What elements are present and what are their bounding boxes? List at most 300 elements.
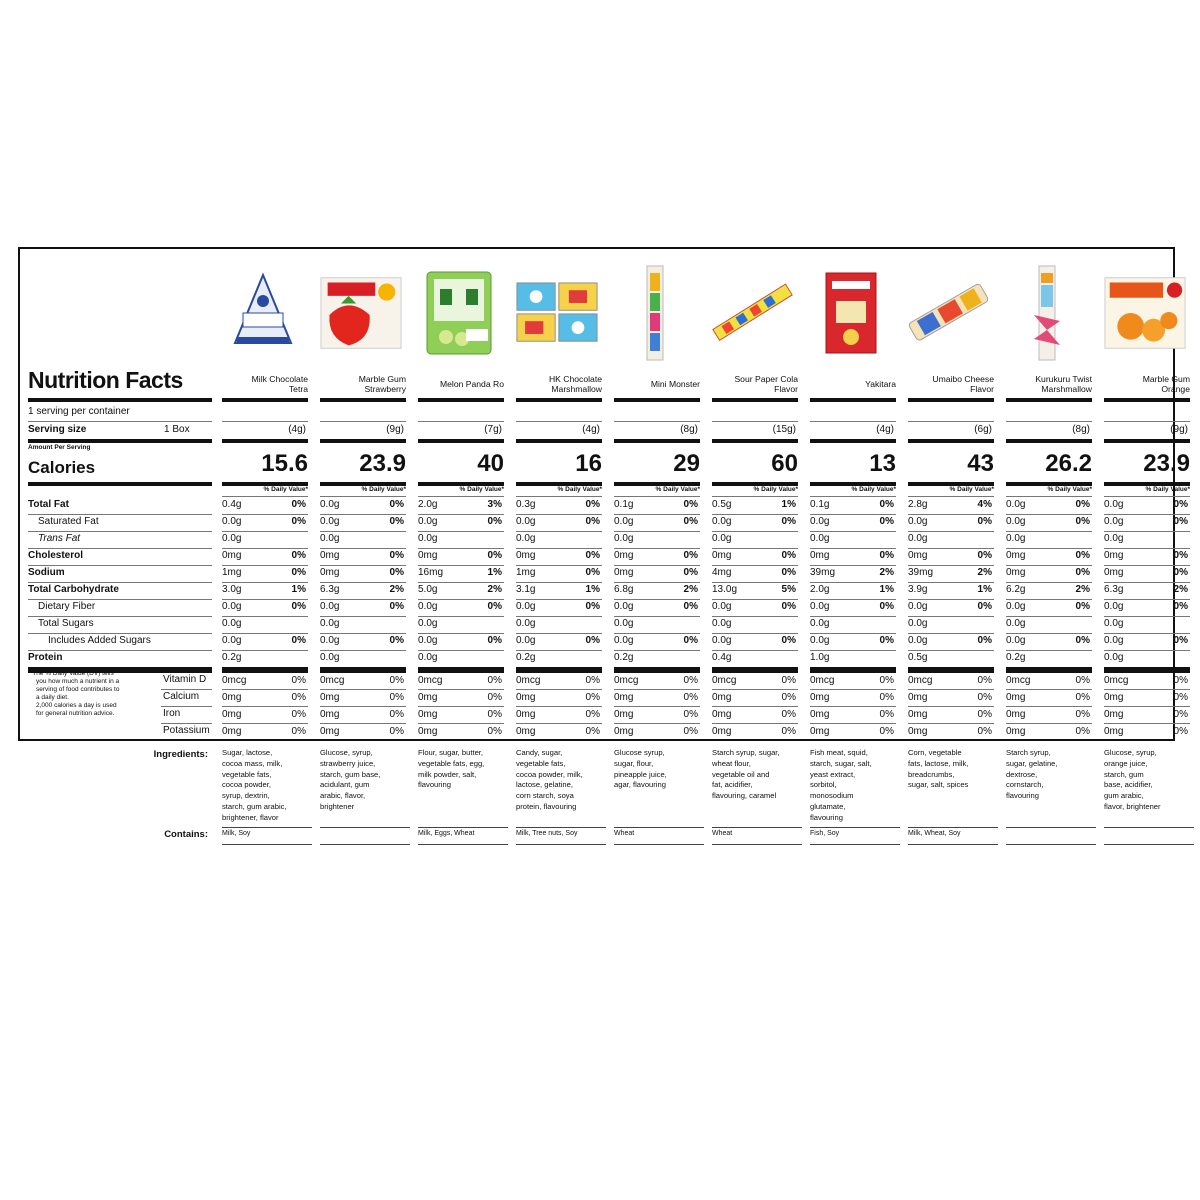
nutrient-amount: 13.0g (712, 584, 738, 595)
serving-size-value: (6g) (974, 424, 992, 435)
vitamin-daily-value: 0% (1075, 692, 1090, 703)
nutrient-cell (810, 497, 896, 513)
potassium-label: Potassium (163, 725, 210, 736)
daily-value-header: % Daily Value* (557, 486, 602, 493)
vitamin-cell (810, 673, 896, 689)
nutrient-daily-value: 0% (683, 635, 698, 646)
nutrient-cell (418, 616, 504, 632)
nutrient-daily-value: 0% (683, 499, 698, 510)
divider (712, 421, 798, 422)
nutrient-cell (1006, 565, 1092, 581)
nutrient-amount: 39mg (908, 567, 934, 578)
vitamin-daily-value: 0% (977, 726, 992, 737)
product-name-line: Sour Paper Cola (734, 373, 798, 384)
contains-text: Milk, Tree nuts, Soy (516, 830, 578, 837)
protein-label: Protein (28, 652, 63, 663)
vitamin-cell (1006, 690, 1092, 706)
vitamin-amount: 0mg (712, 726, 732, 737)
nutrient-cell (418, 565, 504, 581)
divider (1006, 439, 1092, 443)
nutrient-daily-value: 0% (977, 601, 992, 612)
nutrient-daily-value: 0% (781, 635, 796, 646)
ingredients-line: glutamate, (810, 801, 846, 811)
nutrient-cell (320, 565, 406, 581)
vitamin-daily-value: 0% (585, 726, 600, 737)
divider (712, 398, 798, 402)
product-columns (216, 249, 1190, 739)
ingredients-line: fats, lactose, milk, (908, 758, 969, 768)
nutrient-daily-value: 0% (389, 516, 404, 527)
nutrient-daily-value: 0% (389, 550, 404, 561)
nutrient-daily-value: 0% (291, 499, 306, 510)
nutrient-cell (810, 599, 896, 615)
nutrient-amount: 0.0g (320, 533, 340, 544)
ingredients-line: flavor, brightener (1104, 801, 1161, 811)
nutrient-amount: 0.2g (614, 652, 634, 663)
product-name-line: Flavor (774, 384, 798, 394)
nutrient-daily-value: 0% (487, 550, 502, 561)
vitamin-daily-value: 0% (389, 726, 404, 737)
daily-value-header: % Daily Value* (851, 486, 896, 493)
serving-size-label: Serving size (28, 424, 87, 435)
nutrient-amount: 0.0g (1104, 618, 1124, 629)
product-name-line: Milk Chocolate (251, 373, 308, 384)
divider (810, 421, 896, 422)
product-column (216, 249, 314, 739)
nutrient-amount: 0.0g (418, 516, 438, 527)
nutrient-amount: 0mg (418, 550, 438, 561)
nutrient-cell (614, 565, 700, 581)
nutrient-cell (418, 531, 504, 547)
nutrient-daily-value: 0% (879, 516, 894, 527)
nutrient-daily-value: 2% (389, 584, 404, 595)
nutrient-amount: 0.0g (1006, 533, 1026, 544)
divider (516, 421, 602, 422)
calories-value: 23.9 (359, 450, 406, 477)
nutrient-daily-value: 0% (781, 567, 796, 578)
vitamin-daily-value: 0% (487, 692, 502, 703)
nutrient-amount: 0.0g (222, 618, 242, 629)
vitamin-daily-value: 0% (291, 675, 306, 686)
nutrient-amount: 0mg (320, 550, 340, 561)
vitamin-daily-value: 0% (781, 692, 796, 703)
product-image (712, 261, 794, 365)
nutrient-amount: 0.0g (810, 618, 830, 629)
nutrient-amount: 0.0g (712, 533, 732, 544)
nutrient-cell (320, 531, 406, 547)
ingredients-line: flavouring (1006, 791, 1039, 801)
ingredients-line: arabic, flavor, (320, 791, 366, 801)
ingredients-text (614, 748, 702, 791)
calories-value: 15.6 (261, 450, 308, 477)
vitamin-daily-value: 0% (389, 692, 404, 703)
product-name (1104, 371, 1190, 397)
nutrient-amount: 0.0g (320, 516, 340, 527)
nutrient-amount: 0.0g (614, 533, 634, 544)
vitamin-cell (908, 690, 994, 706)
nutrient-cell (1006, 599, 1092, 615)
nutrient-amount: 6.3g (1104, 584, 1124, 595)
nutrient-daily-value: 0% (389, 499, 404, 510)
ingredients-text (1104, 748, 1192, 813)
nutrient-amount: 0.0g (1006, 635, 1026, 646)
nutrient-amount: 0.2g (222, 652, 242, 663)
product-name (712, 371, 798, 397)
divider (1006, 844, 1096, 845)
nutrient-amount: 0mg (222, 550, 242, 561)
ingredients-line: cocoa mass, milk, (222, 758, 283, 768)
product-name-line: Mini Monster (650, 378, 700, 389)
ingredients-line: agar, flavouring (614, 780, 666, 790)
product-image (222, 261, 304, 365)
divider (614, 439, 700, 443)
nutrient-daily-value: 1% (781, 499, 796, 510)
nutrient-daily-value: 0% (291, 635, 306, 646)
ingredients-line: acidulant, gum (320, 780, 370, 790)
ingredients-line: vegetable fats, egg, (418, 758, 485, 768)
daily-value-header: % Daily Value* (459, 486, 504, 493)
vitamin-amount: 0mg (908, 709, 928, 720)
vitamin-amount: 0mcg (712, 675, 737, 686)
nutrient-cell (1104, 633, 1190, 649)
vitamin-d-label: Vitamin D (163, 674, 207, 685)
divider (320, 398, 406, 402)
vitamin-amount: 0mg (320, 726, 340, 737)
nutrient-daily-value: 0% (389, 601, 404, 612)
vitamin-cell (516, 673, 602, 689)
nutrient-amount: 1mg (222, 567, 242, 578)
daily-value-header: % Daily Value* (1145, 486, 1190, 493)
ingredients-text (1006, 748, 1094, 802)
serving-size-value: (8g) (1072, 424, 1090, 435)
divider (28, 398, 212, 402)
divider (614, 827, 704, 828)
nutrient-amount: 0.3g (516, 499, 536, 510)
product-name (908, 371, 994, 397)
vitamin-cell (712, 724, 798, 740)
vitamin-cell (1104, 690, 1190, 706)
serving-size-value: (7g) (484, 424, 502, 435)
nutrient-amount: 0.0g (320, 652, 340, 663)
vitamin-amount: 0mcg (1006, 675, 1031, 686)
nutrient-amount: 0.0g (222, 601, 242, 612)
vitamin-amount: 0mg (516, 726, 536, 737)
nutrient-amount: 0.0g (614, 635, 634, 646)
daily-value-header: % Daily Value* (263, 486, 308, 493)
product-column (314, 249, 412, 739)
ingredients-line: flavouring, caramel (712, 791, 777, 801)
nutrient-daily-value: 1% (977, 584, 992, 595)
dietary-fiber-label: Dietary Fiber (38, 601, 96, 612)
nutrient-daily-value: 0% (291, 516, 306, 527)
nutrient-cell (1006, 582, 1092, 598)
total-carbohydrate-label: Total Carbohydrate (28, 584, 119, 595)
nutrient-cell (712, 582, 798, 598)
nutrient-amount: 0.0g (1006, 601, 1026, 612)
divider (908, 844, 998, 845)
calories-value: 40 (477, 450, 504, 477)
nutrient-cell (908, 599, 994, 615)
nutrient-daily-value: 0% (1173, 499, 1188, 510)
nutrient-cell (418, 514, 504, 530)
ingredients-text (908, 748, 996, 791)
divider (320, 827, 410, 828)
nutrient-cell (810, 514, 896, 530)
vitamin-amount: 0mg (810, 726, 830, 737)
ingredients-text (320, 748, 408, 813)
nutrient-cell (1104, 548, 1190, 564)
vitamin-cell (1006, 724, 1092, 740)
product-column (804, 249, 902, 739)
vitamin-cell (614, 707, 700, 723)
divider (516, 844, 606, 845)
calories-value: 26.2 (1045, 450, 1092, 477)
nutrient-daily-value: 2% (1075, 584, 1090, 595)
nutrient-amount: 0.0g (712, 601, 732, 612)
daily-value-header: % Daily Value* (753, 486, 798, 493)
vitamin-daily-value: 0% (879, 692, 894, 703)
nutrient-cell (810, 582, 896, 598)
nutrient-daily-value: 0% (1173, 550, 1188, 561)
vitamin-daily-value: 0% (487, 709, 502, 720)
vitamin-daily-value: 0% (1173, 709, 1188, 720)
nutrient-daily-value: 2% (1173, 584, 1188, 595)
vitamin-amount: 0mg (222, 692, 242, 703)
nutrient-amount: 0.4g (222, 499, 242, 510)
vitamin-amount: 0mg (320, 709, 340, 720)
nutrient-cell (1006, 616, 1092, 632)
nutrient-amount: 3.1g (516, 584, 536, 595)
nutrient-amount: 0mg (712, 550, 732, 561)
nutrient-amount: 1.0g (810, 652, 830, 663)
ingredients-line: Candy, sugar, (516, 748, 563, 757)
vitamin-cell (222, 724, 308, 740)
vitamin-cell (712, 690, 798, 706)
vitamin-daily-value: 0% (487, 675, 502, 686)
vitamin-amount: 0mg (712, 692, 732, 703)
nutrient-cell (614, 497, 700, 513)
product-column (902, 249, 1000, 739)
nutrient-daily-value: 0% (977, 516, 992, 527)
divider (1006, 398, 1092, 402)
nutrient-daily-value: 2% (977, 567, 992, 578)
nutrient-daily-value: 5% (781, 584, 796, 595)
vitamin-daily-value: 0% (879, 709, 894, 720)
nutrient-amount: 0.0g (418, 635, 438, 646)
divider (418, 844, 508, 845)
nutrient-cell (320, 616, 406, 632)
nutrient-cell (320, 514, 406, 530)
product-column (510, 249, 608, 739)
nutrient-amount: 0.0g (810, 516, 830, 527)
nutrient-amount: 0.0g (1006, 618, 1026, 629)
nutrient-amount: 0.0g (614, 618, 634, 629)
vitamin-amount: 0mcg (614, 675, 639, 686)
nutrient-cell (222, 650, 308, 666)
vitamin-amount: 0mcg (320, 675, 345, 686)
nutrient-amount: 0.0g (810, 533, 830, 544)
nutrient-daily-value: 0% (781, 516, 796, 527)
vitamin-daily-value: 0% (585, 692, 600, 703)
nutrient-cell (320, 633, 406, 649)
serving-size-value: (4g) (288, 424, 306, 435)
nutrient-cell (712, 650, 798, 666)
nutrient-daily-value: 0% (585, 550, 600, 561)
nutrient-daily-value: 0% (1173, 516, 1188, 527)
vitamin-amount: 0mcg (516, 675, 541, 686)
nutrient-amount: 0.0g (222, 635, 242, 646)
vitamin-daily-value: 0% (1075, 675, 1090, 686)
vitamin-cell (516, 707, 602, 723)
nutrient-cell (516, 582, 602, 598)
nutrient-amount: 0.0g (320, 618, 340, 629)
vitamin-amount: 0mcg (1104, 675, 1129, 686)
ingredients-line: cocoa powder, (222, 780, 271, 790)
divider (614, 844, 704, 845)
nutrient-amount: 0.0g (1006, 499, 1026, 510)
vitamin-daily-value: 0% (1173, 726, 1188, 737)
ingredients-text (418, 748, 506, 791)
nutrient-amount: 4mg (712, 567, 732, 578)
nutrient-daily-value: 0% (585, 516, 600, 527)
ingredients-line: starch, gum arabic, (222, 801, 287, 811)
ingredients-line: brightener, flavor (222, 812, 279, 822)
product-image (516, 261, 598, 365)
divider (320, 844, 410, 845)
vitamin-daily-value: 0% (389, 709, 404, 720)
total-sugars-label: Total Sugars (38, 618, 94, 629)
nutrient-daily-value: 0% (1075, 601, 1090, 612)
vitamin-cell (908, 673, 994, 689)
nutrient-daily-value: 0% (585, 499, 600, 510)
ingredients-line: Glucose, syrup, (1104, 748, 1157, 757)
nutrient-cell (614, 531, 700, 547)
product-name-line: Marble Gum (358, 373, 406, 384)
vitamin-amount: 0mg (908, 726, 928, 737)
vitamin-cell (1104, 707, 1190, 723)
nutrient-amount: 0.0g (516, 618, 536, 629)
product-name-line: Yakitara (865, 378, 896, 389)
nutrient-cell (908, 565, 994, 581)
nutrient-amount: 6.8g (614, 584, 634, 595)
nutrient-cell (712, 514, 798, 530)
nutrient-cell (1104, 514, 1190, 530)
divider (418, 439, 504, 443)
ingredients-line: Flour, sugar, butter, (418, 748, 484, 757)
vitamin-cell (614, 673, 700, 689)
divider (908, 398, 994, 402)
ingredients-line: Glucose syrup, (614, 748, 665, 757)
ingredients-line: starch, gum (1104, 769, 1144, 779)
divider (1104, 398, 1190, 402)
vitamin-amount: 0mg (908, 692, 928, 703)
nutrient-cell (712, 633, 798, 649)
calcium-label: Calcium (163, 691, 200, 702)
ingredients-line: breadcrumbs, (908, 769, 955, 779)
vitamin-daily-value: 0% (291, 692, 306, 703)
vitamin-amount: 0mg (418, 692, 438, 703)
ingredients-line: Starch syrup, (1006, 748, 1051, 757)
vitamin-amount: 0mg (418, 726, 438, 737)
divider (1006, 827, 1096, 828)
cholesterol-label: Cholesterol (28, 550, 84, 561)
ingredients-line: syrup, dextrin, (222, 791, 270, 801)
divider (418, 398, 504, 402)
nutrient-cell (810, 650, 896, 666)
serving-size-value: (9g) (386, 424, 404, 435)
nutrient-daily-value: 0% (1075, 635, 1090, 646)
nutrient-amount: 0.0g (1104, 652, 1124, 663)
product-name-line: Melon Panda Ro (439, 378, 504, 389)
contains-text: Milk, Wheat, Soy (908, 830, 961, 837)
vitamin-cell (810, 707, 896, 723)
ingredients-label: Ingredients: (153, 749, 208, 760)
nutrient-cell (712, 616, 798, 632)
nutrient-daily-value: 0% (1075, 499, 1090, 510)
vitamin-amount: 0mg (516, 709, 536, 720)
nutrient-daily-value: 0% (1173, 567, 1188, 578)
nutrient-amount: 0mg (614, 567, 634, 578)
nutrient-amount: 0.0g (516, 533, 536, 544)
vitamin-amount: 0mg (320, 692, 340, 703)
ingredients-line: wheat flour, (712, 758, 751, 768)
nutrient-cell (908, 650, 994, 666)
vitamin-cell (418, 724, 504, 740)
vitamin-amount: 0mg (1006, 692, 1026, 703)
nutrient-cell (516, 565, 602, 581)
divider (516, 398, 602, 402)
added-sugars-label: Includes Added Sugars (48, 635, 151, 646)
nutrient-cell (810, 531, 896, 547)
nutrient-amount: 0.0g (908, 516, 928, 527)
divider (810, 398, 896, 402)
daily-value-header: % Daily Value* (949, 486, 994, 493)
nutrient-cell (712, 548, 798, 564)
vitamin-daily-value: 0% (977, 692, 992, 703)
nutrient-cell (712, 565, 798, 581)
divider (516, 827, 606, 828)
saturated-fat-label: Saturated Fat (38, 516, 99, 527)
nutrient-cell (222, 633, 308, 649)
vitamin-cell (418, 690, 504, 706)
ingredients-line: dextrose, (1006, 769, 1038, 779)
divider (222, 439, 308, 443)
vitamin-cell (1006, 673, 1092, 689)
total-fat-label: Total Fat (28, 499, 69, 510)
divider (810, 439, 896, 443)
vitamin-cell (222, 690, 308, 706)
nutrient-cell (908, 582, 994, 598)
product-name (614, 371, 700, 397)
nutrient-amount: 0.0g (418, 533, 438, 544)
nutrient-cell (516, 548, 602, 564)
nutrient-amount: 0.2g (1006, 652, 1026, 663)
nutrient-cell (908, 616, 994, 632)
nutrient-amount: 0.0g (908, 533, 928, 544)
nutrient-cell (1104, 616, 1190, 632)
nutrient-daily-value: 0% (781, 601, 796, 612)
iron-label: Iron (163, 708, 181, 719)
vitamin-amount: 0mcg (418, 675, 443, 686)
nutrient-daily-value: 1% (487, 567, 502, 578)
nutrient-cell (614, 514, 700, 530)
nutrient-cell (1104, 497, 1190, 513)
vitamin-daily-value: 0% (879, 675, 894, 686)
nutrient-daily-value: 1% (879, 584, 894, 595)
serving-size-value: (4g) (582, 424, 600, 435)
nutrient-amount: 3.0g (222, 584, 242, 595)
nutrient-daily-value: 0% (291, 550, 306, 561)
